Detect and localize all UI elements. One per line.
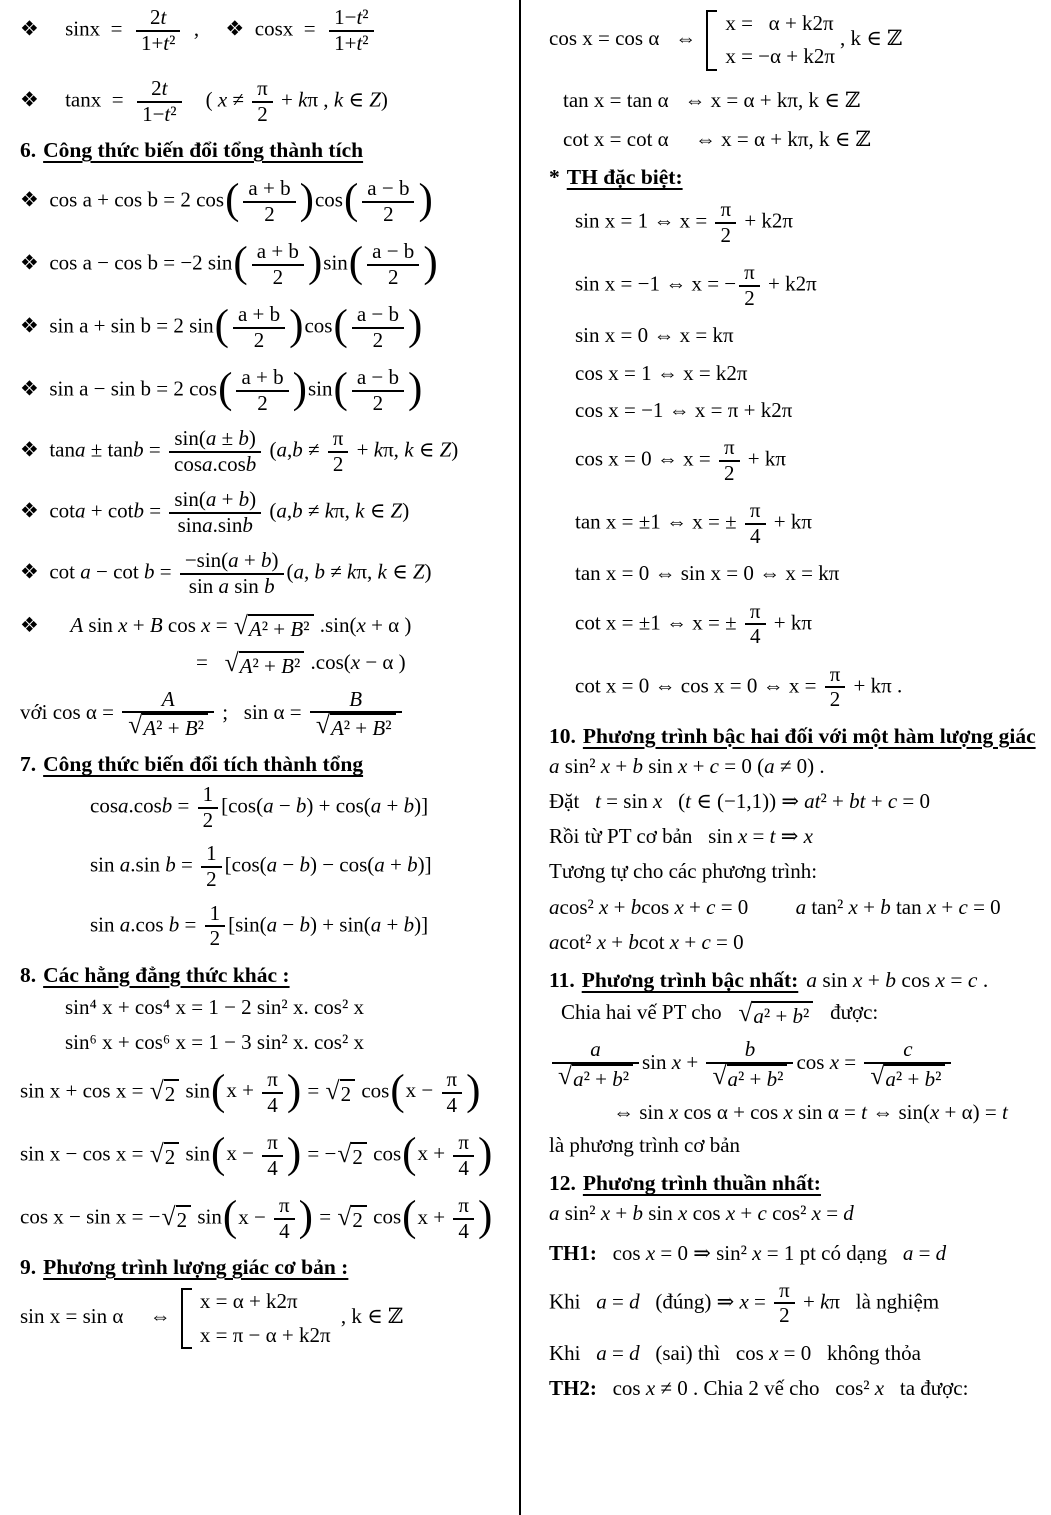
- formula-line: sin x = 0 ⇔ x = kπ: [575, 323, 734, 348]
- big-paren-close: ): [407, 364, 423, 412]
- big-paren-open: (: [214, 301, 229, 349]
- fraction: $\frac{a + b}{2}$: [243, 177, 295, 226]
- heading-title: Các hằng đẳng thức khác :: [43, 962, 290, 987]
- formula-line: cos x = 1 ⇔ x = k2π: [575, 360, 748, 385]
- formula-line: sin x − cos x = √ 2 sin(x − $\frac{\pi}{4}$ ) = − √ 2 cos(x + $\frac{\pi}{4}$ ): [20, 1129, 493, 1180]
- square-root: √ 2: [150, 1142, 180, 1169]
- square-root: √ A² + B²: [234, 614, 314, 641]
- big-paren-open: (: [211, 1066, 226, 1114]
- square-root: √ 2: [150, 1079, 180, 1106]
- big-paren-close: ): [477, 1129, 493, 1177]
- big-paren-close: ): [298, 1192, 313, 1240]
- formula-line: với cos α = A √ A² + B² ; sin α = B √ A² + B²: [20, 688, 511, 741]
- fraction: $\frac{\pi}{2}$: [825, 663, 846, 712]
- fraction: $\frac{2t}{\text{1−t²}}$: [137, 77, 181, 126]
- formula-line: cosa.cosb = $\frac{1}{2}$ [cos(a − b) + cos(a + b)]: [90, 782, 429, 832]
- formula-line: sin a.sin b = $\frac{1}{2}$ [cos(a − b) − cos(a + b)]: [90, 841, 432, 891]
- case-system: [181, 1288, 331, 1349]
- formula-line: a sin² x + b sin x cos x + c cos² x = d: [549, 1201, 854, 1226]
- radical-sign: √: [325, 1076, 340, 1106]
- big-paren-open: (: [233, 238, 248, 286]
- formula-line: tan x = 0 ⇔ sin x = 0 ⇔ x = kπ: [575, 561, 840, 586]
- formula-line: ❖ sin a − sin b = 2 cos( $\frac{a + b}{2}$ )sin( $\frac{a - b}{2}$ ): [20, 364, 423, 415]
- fraction: $\frac{\pi}{2}$: [719, 436, 740, 485]
- big-paren-open: (: [348, 238, 364, 286]
- formula-line: ❖ tanx = $\frac{2t}{\text{1−t²}}$ ( x ≠ $\frac{\pi}{2}$ + kπ , k ∈ Z): [20, 76, 388, 126]
- radical-sign: √: [558, 1060, 573, 1090]
- fraction: $\frac{2t}{\text{1+t²}}$: [136, 6, 180, 55]
- formula-line: a √ a² + b² sin x + b √ a² + b² cos x = c √ a² + b²: [549, 1038, 1045, 1091]
- heading-number: 12.: [549, 1171, 576, 1196]
- formula-line: acot² x + bcot x + c = 0: [549, 930, 744, 955]
- big-paren-close: ): [466, 1066, 481, 1114]
- big-paren-open: (: [402, 1192, 417, 1240]
- fraction: $\frac{a + b}{2}$: [252, 240, 304, 289]
- heading-number: 9.: [20, 1255, 37, 1280]
- square-root: √ A² + B²: [225, 651, 305, 678]
- case-row: x = −α + k2π: [725, 44, 835, 69]
- heading-title: Phương trình thuần nhất:: [582, 1171, 821, 1196]
- formula-line: cot x = cot α ⇔ x = α + kπ, k ∈ ℤ: [563, 126, 871, 151]
- formula-line: sin x = −1 ⇔ x = − $\frac{\pi}{2}$ + k2π: [575, 260, 817, 310]
- formula-line: ❖ cos a − cos b = −2 sin( $\frac{a + b}{2}$ )sin( $\frac{a - b}{2}$ ): [20, 238, 438, 289]
- formula-line: ❖ tana ± tanb = $\frac{\sin(a \pm b)}{\cos a.\cos b}$ (a,b ≠ $\frac{\pi}{2}$ + kπ, k ∈ Z): [20, 426, 459, 476]
- section-heading: [549, 1171, 1045, 1196]
- fraction: $\frac{a - b}{2}$: [352, 366, 404, 415]
- big-paren-open: (: [343, 175, 359, 223]
- square-root: √ A² + B²: [128, 713, 208, 740]
- big-paren-close: ): [418, 175, 433, 223]
- radical-sign: √: [149, 1139, 164, 1169]
- big-paren-open: (: [390, 1066, 405, 1114]
- formula-line: cos x = cos α ⇔ x = α + k2π x = −α + k2π , k ∈ ℤ: [549, 10, 1045, 71]
- formula-line: Tương tự cho các phương trình:: [549, 859, 818, 884]
- formula-line: Khi a = d (sai) thì cos x = 0 không thỏa: [549, 1340, 921, 1365]
- heading-number: 7.: [20, 752, 37, 777]
- section-heading: [20, 1255, 511, 1280]
- big-paren-close: ): [307, 238, 323, 286]
- heading-title: Phương trình bậc hai đối với một hàm lượng giác: [582, 723, 1036, 748]
- fraction: $\frac{\pi}{4}$: [453, 1131, 474, 1180]
- fraction: a √ a² + b²: [552, 1038, 639, 1091]
- square-root: √ A² + B²: [316, 713, 396, 740]
- formula-line: Rồi từ PT cơ bản sin x = t ⇒ x: [549, 824, 813, 849]
- formula-line: ❖ A sin x + B cos x = √ A² + B² .sin(x + α ): [20, 610, 412, 641]
- fraction: $\frac{a - b}{2}$: [352, 303, 404, 352]
- fraction: $\frac{\pi}{2}$: [252, 77, 273, 126]
- formula-line: ❖ sin a + sin b = 2 sin( $\frac{a + b}{2}$ )cos( $\frac{a - b}{2}$ ): [20, 301, 423, 352]
- case-row: x = π − α + k2π: [199, 1322, 331, 1347]
- big-paren-open: (: [333, 364, 348, 412]
- big-paren-close: ): [407, 301, 423, 349]
- fraction: $\frac{\pi}{4}$: [442, 1068, 463, 1117]
- formula-line: Khi a = d (đúng) ⇒ x = $\frac{\pi}{2}$ + kπ là nghiệm: [549, 1277, 940, 1328]
- square-root: √ a² + b²: [712, 1064, 787, 1091]
- big-paren-open: (: [211, 1129, 226, 1177]
- fraction: $\frac{\sin(a + b)}{\sin a.\sin b}$: [169, 488, 261, 537]
- section-heading: [549, 968, 1045, 993]
- section-heading: [20, 752, 511, 777]
- fraction: $\frac{\pi}{2}$: [328, 427, 349, 476]
- case-system: [706, 10, 835, 71]
- heading-title: TH đặc biệt:: [566, 165, 683, 190]
- fraction: $\frac{-\sin(a + b)}{\text{sin a sin b}}$: [180, 549, 284, 598]
- formula-line: sin x = sin α ⇔ x = α + k2π x = π − α + k2π , k ∈ ℤ: [20, 1288, 511, 1349]
- fraction: $\frac{\pi}{4}$: [745, 600, 766, 649]
- formula-line: sin⁶ x + cos⁶ x = 1 − 3 sin² x. cos² x: [65, 1029, 365, 1054]
- formula-line: TH2: cos x ≠ 0 . Chia 2 vế cho cos² x ta được:: [549, 1376, 969, 1401]
- big-paren-open: (: [222, 1192, 238, 1240]
- fraction: $\frac{1}{2}$: [201, 842, 222, 891]
- fraction: A √ A² + B²: [122, 688, 214, 741]
- fraction: $\frac{\pi}{4}$: [274, 1194, 295, 1243]
- heading-number: 6.: [20, 138, 37, 163]
- big-paren-open: (: [218, 364, 233, 412]
- fraction: b √ a² + b²: [706, 1038, 793, 1091]
- radical-sign: √: [315, 710, 330, 740]
- heading-number: 11.: [549, 968, 575, 993]
- radical-sign: √: [738, 997, 753, 1027]
- formula-line: tan x = ±1 ⇔ x = ± $\frac{\pi}{4}$ + kπ: [575, 498, 812, 548]
- fraction: $\frac{\pi}{4}$: [453, 1194, 474, 1243]
- case-row: x = α + k2π: [199, 1289, 298, 1314]
- radical-sign: √: [128, 710, 143, 740]
- formula-line: cot x = ±1 ⇔ x = ± $\frac{\pi}{4}$ + kπ: [575, 598, 812, 649]
- fraction: $\frac{1}{2}$: [198, 783, 219, 832]
- fraction: $\frac{\sin(a \pm b)}{\cos a.\cos b}$: [169, 427, 261, 476]
- formula-line: = √ A² + B² .cos(x − α ): [196, 647, 406, 678]
- square-root: √ a² + b²: [738, 1001, 813, 1028]
- right-column: [521, 0, 1051, 1515]
- square-root: √ a² + b²: [870, 1064, 945, 1091]
- fraction: $\frac{\pi}{2}$: [774, 1279, 795, 1328]
- formula-line: tan x = tan α ⇔ x = α + kπ, k ∈ ℤ: [563, 87, 861, 112]
- formula-line: ❖ cot a − cot b = $\frac{-\sin(a + b)}{\text{sin a sin b}}$ (a, b ≠ kπ, k ∈ Z): [20, 548, 432, 598]
- formula-line: cos x = 0 ⇔ x = $\frac{\pi}{2}$ + kπ: [575, 435, 786, 485]
- fraction: $\frac{a - b}{2}$: [362, 177, 414, 226]
- fraction: $\frac{\text{1−t²}}{\text{1+t²}}$: [329, 6, 373, 55]
- heading-number: *: [549, 165, 560, 190]
- heading-number: 8.: [20, 962, 37, 987]
- fraction: $\frac{\pi}{4}$: [262, 1131, 283, 1180]
- formula-line: sin x + cos x = √ 2 sin(x + $\frac{\pi}{4}$ ) = √ 2 cos(x − $\frac{\pi}{4}$ ): [20, 1066, 481, 1117]
- big-paren-close: ): [292, 364, 307, 412]
- big-paren-open: (: [333, 301, 348, 349]
- big-paren-close: ): [299, 175, 314, 223]
- heading-title: Công thức biến đổi tích thành tổng: [43, 752, 364, 777]
- formula-line: cos x − sin x = − √ 2 sin(x − $\frac{\pi}{4}$ ) = √ 2 cos(x + $\frac{\pi}{4}$ ): [20, 1192, 493, 1243]
- fraction: $\frac{1}{2}$: [205, 902, 226, 951]
- heading-number: 10.: [549, 723, 576, 748]
- formula-line: Đặt t = sin x (t ∈ (−1,1)) ⇒ at² + bt + c = 0: [549, 788, 931, 813]
- formula-line: ❖ cos a + cos b = 2 cos( $\frac{a + b}{2}$ )cos( $\frac{a - b}{2}$ ): [20, 175, 433, 226]
- formula-line: cos x = −1 ⇔ x = π + k2π: [575, 397, 793, 422]
- heading-title: Công thức biến đổi tổng thành tích: [43, 138, 364, 163]
- radical-sign: √: [870, 1060, 885, 1090]
- big-paren-close: ): [286, 1066, 302, 1114]
- formula-line: sin⁴ x + cos⁴ x = 1 − 2 sin² x. cos² x: [65, 994, 365, 1019]
- fraction: $\frac{\pi}{4}$: [262, 1068, 283, 1117]
- square-root: √ a² + b²: [558, 1064, 633, 1091]
- section-heading: [549, 724, 1045, 749]
- radical-sign: √: [337, 1202, 352, 1232]
- formula-line: ❖ sinx = $\frac{2t}{\text{1+t²}}$ , ❖ cosx = $\frac{\text{1−t²}}{\text{1+t²}}$: [20, 6, 511, 55]
- section-heading: [20, 138, 511, 163]
- big-paren-close: ): [289, 301, 304, 349]
- square-root: √ 2: [337, 1142, 367, 1169]
- radical-sign: √: [149, 1076, 164, 1106]
- formula-line: acos² x + bcos x + c = 0 a tan² x + b tan x + c = 0: [549, 894, 1001, 919]
- radical-sign: √: [224, 647, 239, 677]
- formula-line: TH1: cos x = 0 ⇒ sin² x = 1 pt có dạng a = d: [549, 1240, 947, 1265]
- big-paren-close: ): [423, 238, 438, 286]
- formula-line: ❖ cota + cotb = $\frac{\sin(a + b)}{\sin a.\sin b}$ (a,b ≠ kπ, k ∈ Z): [20, 487, 410, 537]
- radical-sign: √: [337, 1139, 352, 1169]
- big-paren-open: (: [225, 175, 240, 223]
- square-root: √ 2: [337, 1205, 367, 1232]
- heading-title: Phương trình lượng giác cơ bản :: [43, 1255, 349, 1280]
- left-bracket: [706, 10, 717, 71]
- formula-line: ⇔ sin x cos α + cos x sin α = t ⇔ sin(x + α) = t: [613, 1099, 1008, 1124]
- case-row: x = α + k2π: [725, 11, 834, 35]
- left-bracket: [181, 1288, 192, 1349]
- formula-line: cot x = 0 ⇔ cos x = 0 ⇔ x = $\frac{\pi}{2}$ + kπ .: [575, 661, 903, 712]
- square-root: √ 2: [162, 1205, 192, 1232]
- formula-line: sin a.cos b = $\frac{1}{2}$ [sin(a − b) + sin(a + b)]: [90, 900, 429, 951]
- fraction: $\frac{\pi}{4}$: [745, 499, 766, 548]
- big-paren-close: ): [477, 1192, 493, 1240]
- formula-line: a sin² x + b sin x + c = 0 (a ≠ 0) .: [549, 753, 825, 778]
- fraction: B √ A² + B²: [310, 688, 402, 741]
- heading-title: Phương trình bậc nhất:: [581, 968, 799, 993]
- fraction: c √ a² + b²: [864, 1038, 951, 1091]
- radical-sign: √: [161, 1202, 176, 1232]
- fraction: $\frac{\pi}{2}$: [739, 261, 760, 310]
- fraction: $\frac{\pi}{2}$: [715, 198, 736, 247]
- square-root: √ 2: [326, 1079, 356, 1106]
- radical-sign: √: [233, 610, 248, 640]
- section-heading: [20, 963, 511, 988]
- formula-line: là phương trình cơ bản: [549, 1133, 741, 1158]
- left-column: [0, 0, 519, 1515]
- fraction: $\frac{a + b}{2}$: [236, 366, 288, 415]
- big-paren-close: ): [286, 1129, 302, 1177]
- fraction: $\frac{a - b}{2}$: [367, 240, 419, 289]
- radical-sign: √: [712, 1060, 727, 1090]
- section-heading: [549, 165, 1045, 190]
- formula-line: sin x = 1 ⇔ x = $\frac{\pi}{2}$ + k2π: [575, 197, 794, 247]
- fraction: $\frac{a + b}{2}$: [233, 303, 285, 352]
- heading-formula: a sin x + b cos x = c .: [806, 968, 989, 993]
- big-paren-open: (: [402, 1129, 417, 1177]
- formula-line: Chia hai vế PT cho √ a² + b² được:: [561, 997, 879, 1028]
